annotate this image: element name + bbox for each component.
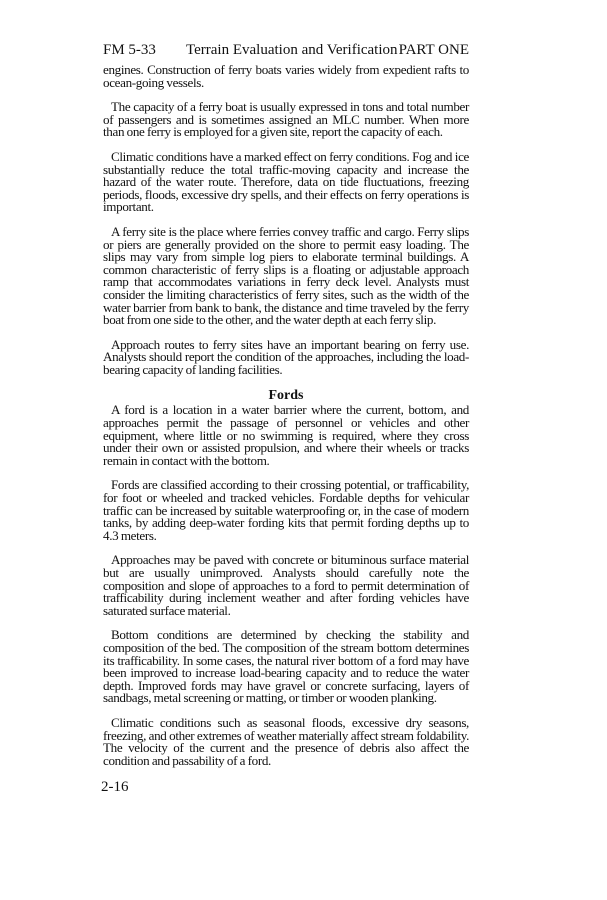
paragraph: The capacity of a ferry boat is usually expressed in tons and total number of passengers and is sometimes assigned an MLC number. When more than one ferry is employed for a given site, report the capacity of each. bbox=[103, 99, 469, 140]
paragraph: Bottom conditions are determined by checking the stability and composition of the bed. The composition of the stream bottom determines its trafficability. In some cases, the natural river bottom of a ford may have been improved to increase load-bearing capacity and to reduce the water depth. Improved fords may have gravel or concrete surfacing, layers of sandbags, metal screening or matting, or timber or wooden planking. bbox=[103, 627, 469, 706]
manual-number: FM 5-33 bbox=[103, 42, 156, 58]
paragraph: Approach routes to ferry sites have an important bearing on ferry use. Analysts should report the condition of the approaches, including the load-bearing capacity of landing facilities. bbox=[103, 336, 469, 377]
paragraph: Approaches may be paved with concrete or bituminous surface material but are usually unimproved. Analysts should carefully note the composition and slope of approaches to a ford to permit determination of trafficability during inclement weather and after fording vehicles have saturated surface material. bbox=[103, 552, 469, 618]
body-text bbox=[103, 64, 469, 779]
paragraph: A ford is a location in a water barrier where the current, bottom, and approaches permit the passage of personnel or vehicles and other equipment, where little or no swimming is required, where they cross under their own or assisted propulsion, and where their wheels or tracks remain in contact with the bottom. bbox=[103, 402, 469, 468]
paragraph: engines. Construction of ferry boats varies widely from expedient rafts to ocean-going vessels. bbox=[103, 62, 469, 90]
paragraph: A ferry site is the place where ferries convey traffic and cargo. Ferry slips or piers are generally provided on the shore to permit easy loading. The slips may vary from simple log piers to elaborate terminal buildings. A common characteristic of ferry slips is a floating or adjustable approach ramp that accommodates variations in ferry deck level. Analysts must consider the limiting characteristics of ferry sites, such as the width of the water barrier from bank to bank, the distance and time traveled by the ferry boat from one side to the other, and the water depth at each ferry slip. bbox=[103, 223, 469, 328]
running-head bbox=[103, 40, 469, 60]
paragraph: Climatic conditions such as seasonal floods, excessive dry seasons, freezing, and other extremes of weather materially affect stream foldability. The velocity of the current and the presence of debris also affect the condition and passability of a ford. bbox=[103, 714, 469, 768]
page-number: 2-16 bbox=[101, 779, 129, 795]
chapter-title: Terrain Evaluation and Verification bbox=[186, 42, 398, 58]
section-heading-fords: Fords bbox=[268, 388, 304, 404]
part-label: PART ONE bbox=[398, 42, 469, 58]
paragraph: Fords are classified according to their crossing potential, or trafficability, for foot or wheeled and tracked vehicles. Fordable depths for vehicular traffic can be increased by suitable waterproofing or, in the case of modern tanks, by adding deep-water fording kits that permit fording depths up to 4.3 meters. bbox=[103, 477, 469, 543]
paragraph: Climatic conditions have a marked effect on ferry conditions. Fog and ice substantially reduce the total traffic-moving capacity and increase the hazard of the water route. Therefore, data on tide fluctuations, freezing periods, floods, excessive dry spells, and their effects on ferry operations is important. bbox=[103, 148, 469, 215]
